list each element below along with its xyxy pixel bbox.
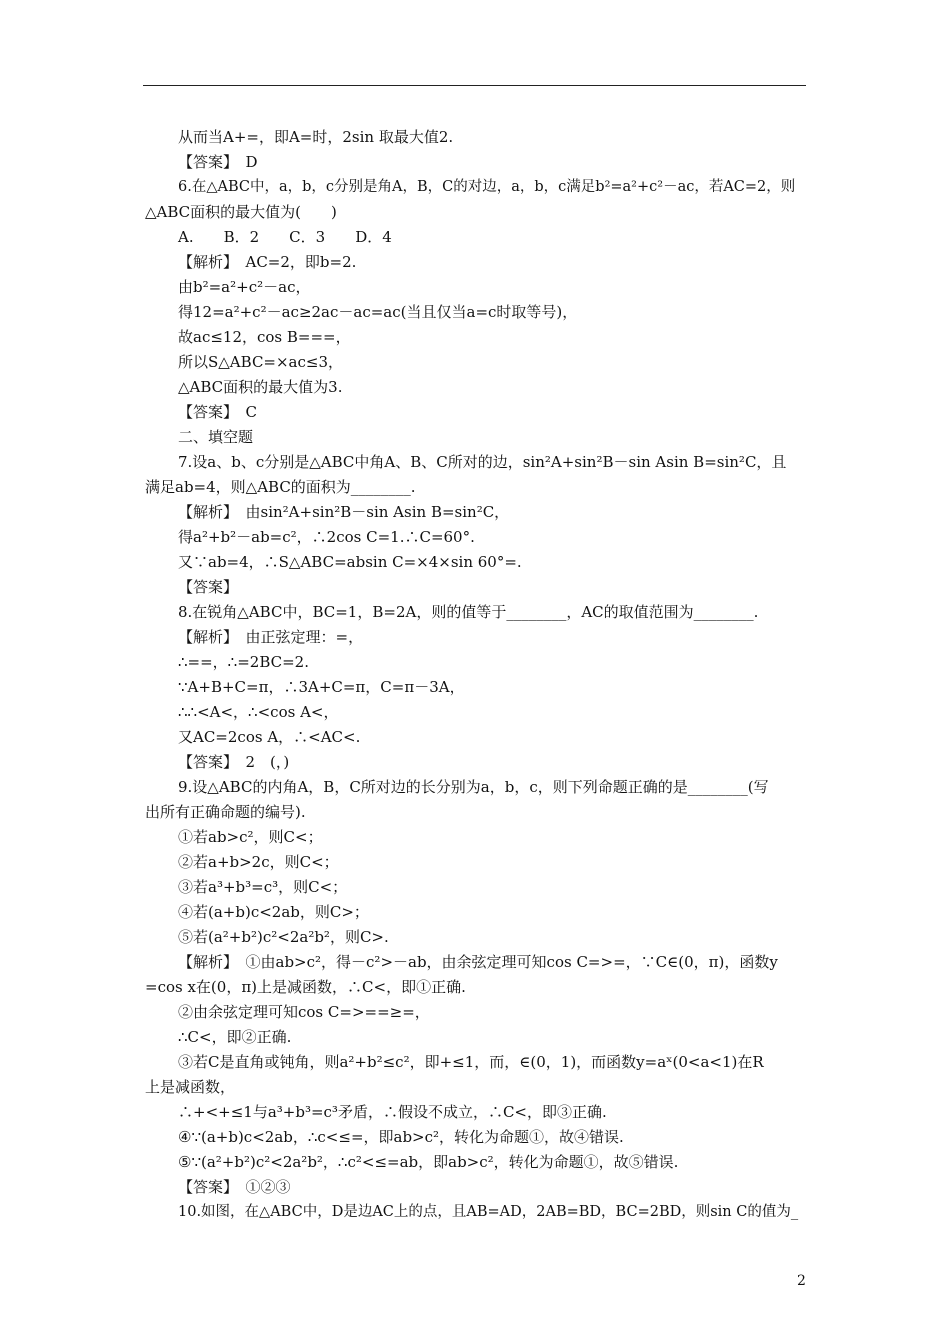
answer-line: 【答案】 2 (，): [178, 753, 290, 771]
question-8-line: 8.在锐角△ABC中，BC=1，B=2A，则的值等于________，AC的取值范围为________.: [178, 603, 759, 621]
proposition-4: ④若(a+b)c<2ab，则C>；: [178, 903, 369, 921]
text-line: 得a²+b²－ab=c²，∴2cos C=1.∴C=60°.: [178, 528, 475, 546]
text-line: 得12=a²+c²－ac≥2ac－ac=ac(当且仅当a=c时取等号)，: [178, 303, 578, 321]
question-10-line: 10.如图，在△ABC中，D是边AC上的点，且AB=AD，2AB=BD，BC=2BD，则sin C的值为_: [178, 1204, 799, 1220]
question-9-line-1: 9.设△ABC的内角A，B，C所对边的长分别为a，b，c，则下列命题正确的是________(写: [178, 778, 769, 796]
text-line: =cos x在(0，π)上是减函数，∴C<，即①正确.: [145, 978, 466, 996]
answer-line: 【答案】: [178, 578, 239, 596]
proposition-5: ⑤若(a²+b²)c²<2a²b²，则C>.: [178, 928, 389, 946]
page-number: 2: [797, 1273, 806, 1289]
text-line: 由b²=a²+c²－ac，: [178, 278, 311, 296]
section-heading: 二、填空题: [178, 428, 254, 446]
proposition-3: ③若a³+b³=c³，则C<；: [178, 878, 348, 896]
text-line: 上是减函数，: [145, 1078, 236, 1096]
text-line: 故ac≤12，cos B===，: [178, 328, 351, 346]
question-9-line-2: 出所有正确命题的编号).: [145, 803, 306, 821]
answer-line: 【答案】 D: [178, 153, 258, 171]
text-line: ∴+<+≤1与a³+b³=c³矛盾，∴假设不成立，∴C<，即③正确.: [178, 1103, 607, 1121]
question-7-line-2: 满足ab=4，则△ABC的面积为________.: [145, 478, 416, 496]
text-line: △ABC面积的最大值为3.: [178, 378, 343, 396]
proposition-2: ②若a+b>2c，则C<；: [178, 853, 339, 871]
question-6-line-2: △ABC面积的最大值为( ): [145, 203, 337, 221]
header-rule: [143, 85, 806, 86]
analysis-line: 【解析】 AC=2，即b=2.: [178, 253, 357, 271]
text-line: ∴==，∴=2BC=2.: [178, 653, 309, 671]
answer-line: 【答案】 ①②③: [178, 1178, 291, 1196]
text-line: 从而当A+=，即A=时，2sin 取最大值2.: [178, 128, 454, 146]
text-line: ∵A+B+C=π，∴3A+C=π，C=π－3A，: [178, 678, 465, 696]
choices-line: A. B．2 C．3 D．4: [178, 228, 392, 246]
text-line: 又∵ab=4，∴S△ABC=absin C=×4×sin 60°=.: [178, 553, 522, 571]
answer-line: 【答案】 C: [178, 403, 257, 421]
text-line: ②由余弦定理可知cos C=>==≥=，: [178, 1003, 430, 1021]
text-line: 又AC=2cos A，∴<AC<.: [178, 728, 361, 746]
text-line: ⑤∵(a²+b²)c²<2a²b²，∴c²<≤=ab，即ab>c²，转化为命题①，故⑤错误.: [178, 1153, 679, 1171]
question-7-line-1: 7.设a、b、c分别是△ABC中角A、B、C所对的边，sin²A+sin²B－sin Asin B=sin²C，且: [178, 453, 787, 471]
text-line: 所以S△ABC=×ac≤3，: [178, 353, 344, 371]
question-6-line-1: 6.在△ABC中，a，b，c分别是角A，B，C的对边，a，b，c满足b²=a²+c²－ac，若AC=2，则: [178, 179, 796, 195]
text-line: ∴C<，即②正确.: [178, 1028, 292, 1046]
text-line: ③若C是直角或钝角，则a²+b²≤c²，即+≤1，而，∈(0，1)，而函数y=aˣ(0<a<1)在R: [178, 1053, 764, 1071]
analysis-line: 【解析】 由sin²A+sin²B－sin Asin B=sin²C，: [178, 503, 510, 521]
analysis-line: 【解析】 由正弦定理：=，: [178, 628, 364, 646]
proposition-1: ①若ab>c²，则C<；: [178, 828, 323, 846]
text-line: ④∵(a+b)c<2ab，∴c<≤=，即ab>c²，转化为命题①，故④错误.: [178, 1128, 624, 1146]
analysis-line: 【解析】 ①由ab>c²，得－c²>－ab，由余弦定理可知cos C=>=，∵C∈(0，π)，函数y: [178, 953, 778, 971]
text-line: ∴∴<A<，∴<cos A<，: [178, 703, 339, 721]
